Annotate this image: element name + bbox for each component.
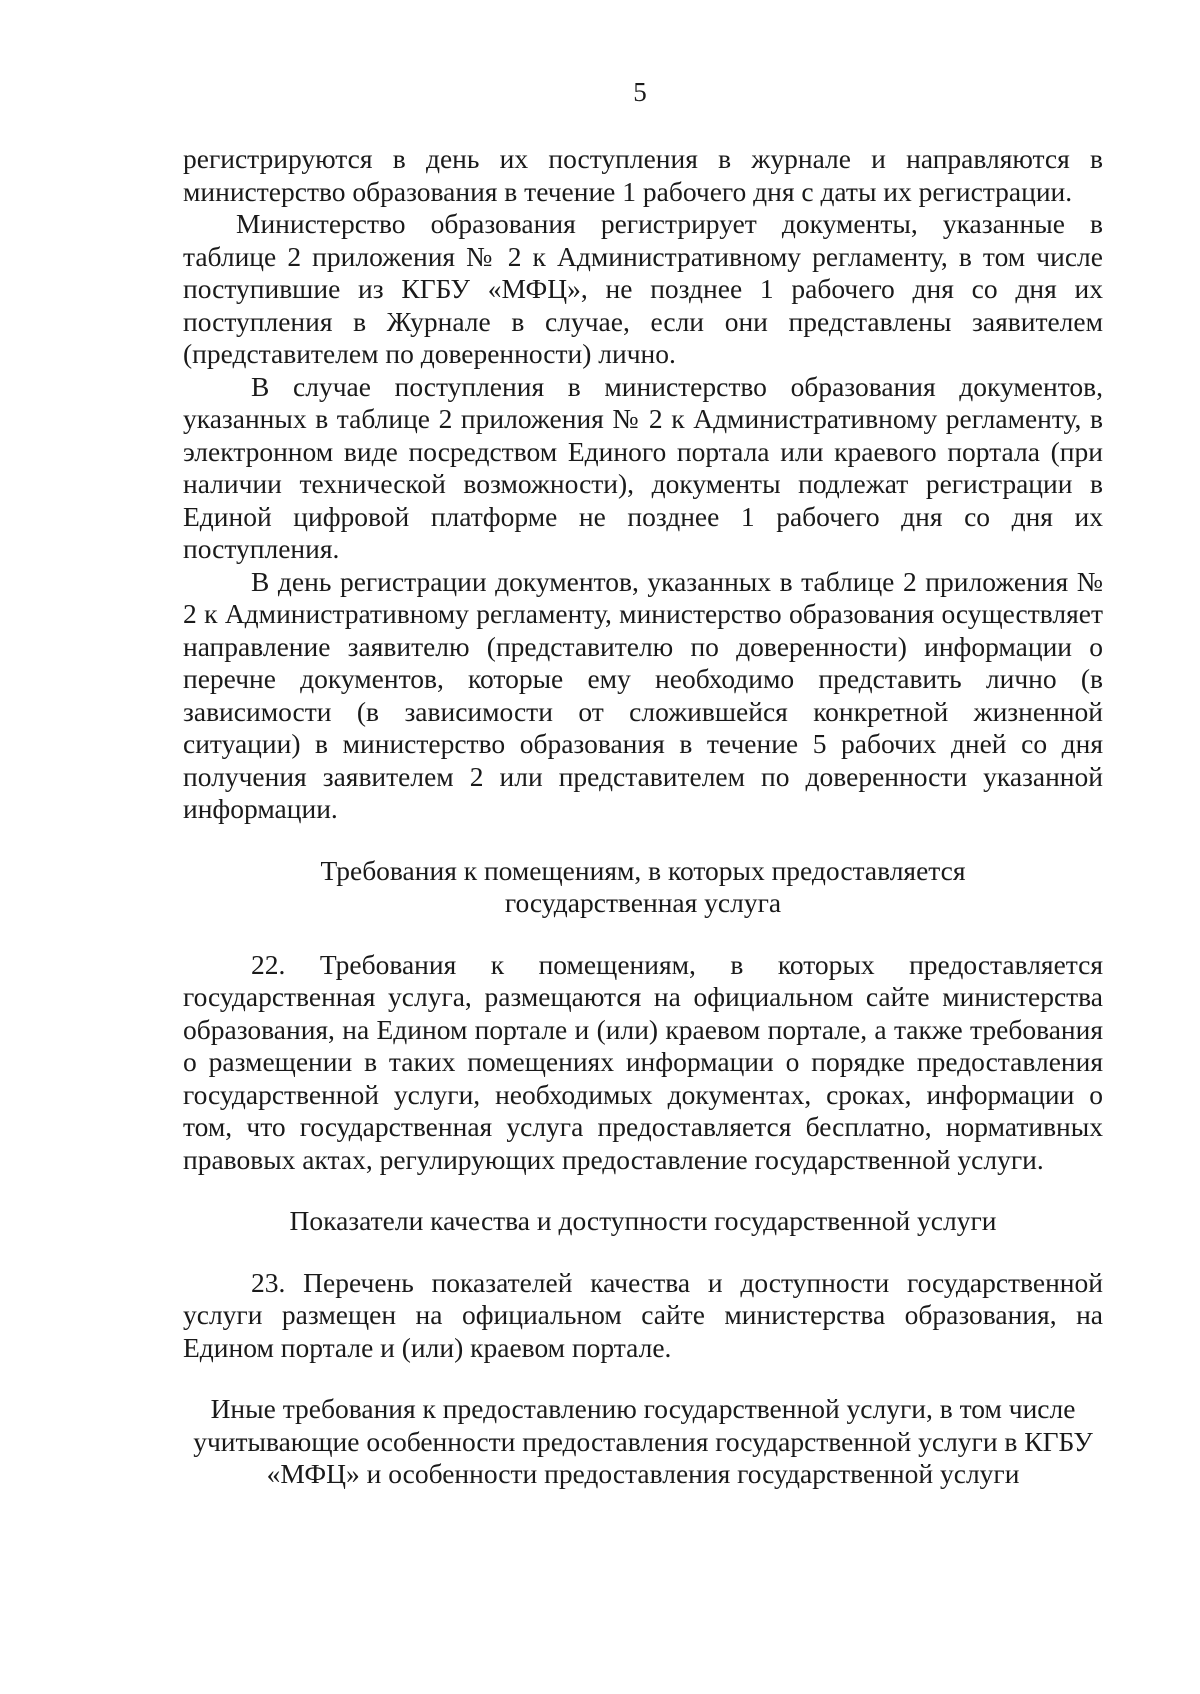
page-number: 5 [633, 77, 647, 107]
paragraph-ministry-registers: Министерство образования регистрирует документы, указанные в таблице 2 приложения № 2 к Административному регламенту, в том числе поступившие из КГБУ «МФЦ», не позднее 1 рабочего дня со дня их поступления в Журнале в случае, если они представлены заявителем (представителем по доверенности) лично. [183, 208, 1103, 369]
heading-premises-requirements: Требования к помещениям, в которых предоставляется государственная услуга [320, 854, 966, 918]
document-body [183, 143, 1103, 1491]
paragraph-22: 22. Требования к помещениям, в которых предоставляется государственная услуга, размещаются на официальном сайте министерства образования, на Едином портале и (или) краевом портале, а также требования о размещении в таких помещениях информации о порядке предоставления государственной услуги, необходимых документах, сроках, информации о том, что государственная услуга предоставляется бесплатно, нормативных правовых актах, регулирующих предоставление государственной услуги. [183, 948, 1103, 1175]
heading-quality-indicators: Показатели качества и доступности государственной услуги [289, 1205, 997, 1236]
paragraph-electronic-documents: В случае поступления в министерство образования документов, указанных в таблице 2 приложения № 2 к Административному регламенту, в электронном виде посредством Единого портала или краевого портала (при наличии технической возможности), документы подлежат регистрации в Единой цифровой платформе не позднее 1 рабочего дня со дня их поступления. [183, 370, 1103, 564]
paragraph-23: 23. Перечень показателей качества и доступности государственной услуги размещен на официальном сайте министерства образования, на Едином портале и (или) краевом портале. [183, 1266, 1103, 1363]
paragraph-registration-day: В день регистрации документов, указанных в таблице 2 приложения № 2 к Административному регламенту, министерство образования осуществляет направление заявителю (представителю по доверенности) информации о перечне документов, которые ему необходимо представить лично (в зависимости (в зависимости от сложившейся конкретной жизненной ситуации) в министерство образования в течение 5 рабочих дней со дня получения заявителем 2 или представителем по доверенности указанной информации. [183, 565, 1103, 824]
heading-other-requirements: Иные требования к предоставлению государственной услуги, в том числе учитывающие особенности предоставления государственной услуги в КГБУ «МФЦ» и особенности предоставления государственной услуги [193, 1393, 1093, 1489]
paragraph-registration-continued: регистрируются в день их поступления в журнале и направляются в министерство образования в течение 1 рабочего дня с даты их регистрации. [183, 143, 1103, 207]
